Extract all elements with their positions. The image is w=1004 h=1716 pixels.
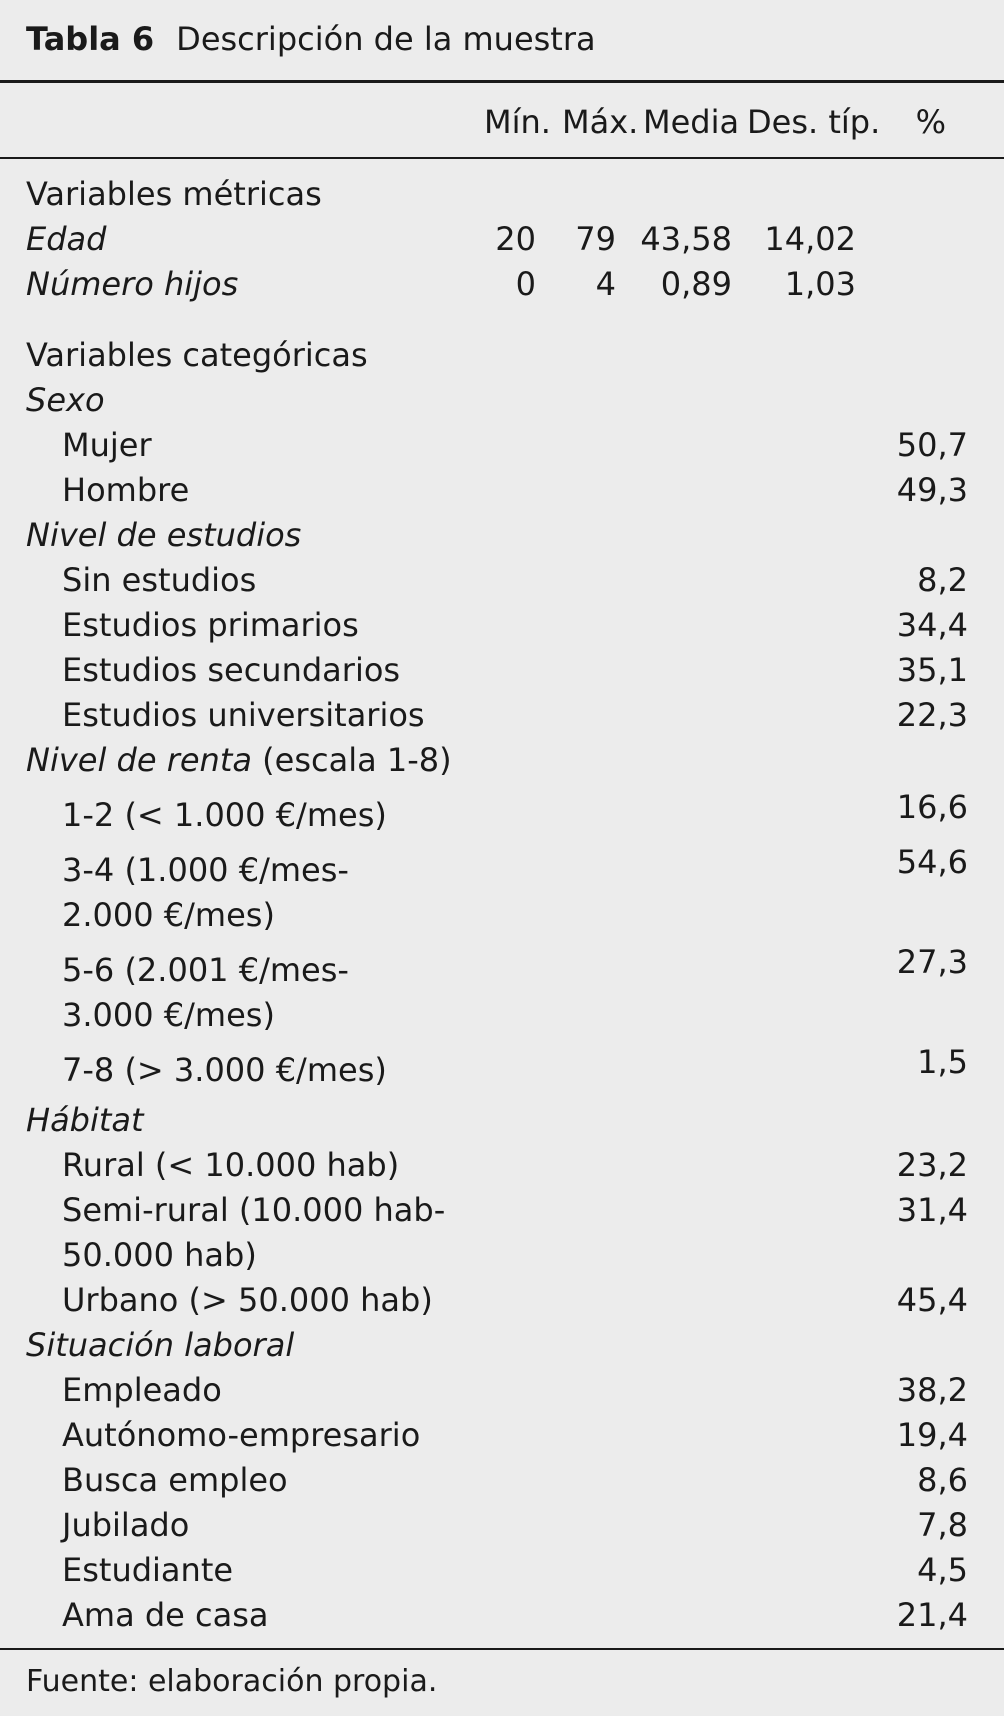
item-pct: 34,4 xyxy=(896,606,968,644)
item-label: Estudiante xyxy=(62,1551,234,1589)
item-label: 5-6 (2.001 €/mes- xyxy=(62,951,349,989)
group-label-habitat: Hábitat xyxy=(26,1101,144,1139)
item-pct: 54,6 xyxy=(896,843,968,881)
group-label-renta: Nivel de renta xyxy=(26,741,252,779)
table-title: Descripción de la muestra xyxy=(176,20,596,58)
item-pct: 7,8 xyxy=(917,1506,968,1544)
item-label: Busca empleo xyxy=(62,1461,288,1499)
item-label-cont: 2.000 €/mes) xyxy=(62,896,275,934)
item-pct: 8,6 xyxy=(917,1461,968,1499)
item-pct: 21,4 xyxy=(896,1596,968,1634)
item-pct: 22,3 xyxy=(896,696,968,734)
table-footer: Fuente: elaboración propia. xyxy=(26,1664,438,1699)
row-label-edad: Edad xyxy=(26,220,107,258)
item-pct: 27,3 xyxy=(896,943,968,981)
group-label-renta-line xyxy=(26,738,452,783)
table-caption xyxy=(26,16,596,62)
section-heading-metric: Variables métricas xyxy=(26,175,322,213)
top-rule xyxy=(0,80,1004,83)
item-label: Ama de casa xyxy=(62,1596,269,1634)
col-header-sd: Des. típ. xyxy=(747,103,881,141)
item-label-cont: 3.000 €/mes) xyxy=(62,996,275,1034)
item-pct: 4,5 xyxy=(917,1551,968,1589)
item-pct: 23,2 xyxy=(896,1146,968,1184)
item-pct: 19,4 xyxy=(896,1416,968,1454)
col-header-mean: Media xyxy=(643,103,740,141)
bottom-rule xyxy=(0,1648,1004,1650)
hijos-max: 4 xyxy=(595,265,616,303)
item-pct: 8,2 xyxy=(917,561,968,599)
header-rule xyxy=(0,157,1004,159)
item-label: 1-2 (< 1.000 €/mes) xyxy=(62,796,387,834)
item-label: Mujer xyxy=(62,426,152,464)
item-pct: 50,7 xyxy=(896,426,968,464)
item-label: Hombre xyxy=(62,471,190,509)
hijos-mean: 0,89 xyxy=(660,265,732,303)
item-label: Empleado xyxy=(62,1371,222,1409)
item-label: Jubilado xyxy=(62,1506,190,1544)
col-header-max: Máx. xyxy=(562,103,639,141)
edad-sd: 14,02 xyxy=(764,220,856,258)
group-note-renta: (escala 1-8) xyxy=(262,741,452,779)
group-label-estudios: Nivel de estudios xyxy=(26,516,302,554)
item-pct: 31,4 xyxy=(896,1191,968,1229)
item-label: Semi-rural (10.000 hab- xyxy=(62,1191,446,1229)
item-pct: 35,1 xyxy=(896,651,968,689)
hijos-sd: 1,03 xyxy=(784,265,856,303)
col-header-pct: % xyxy=(915,103,946,141)
item-label: Rural (< 10.000 hab) xyxy=(62,1146,400,1184)
row-label-numero-hijos: Número hijos xyxy=(26,265,239,303)
item-label: 7-8 (> 3.000 €/mes) xyxy=(62,1051,387,1089)
item-pct: 49,3 xyxy=(896,471,968,509)
item-pct: 16,6 xyxy=(896,788,968,826)
item-label: Estudios secundarios xyxy=(62,651,401,689)
hijos-min: 0 xyxy=(515,265,536,303)
edad-max: 79 xyxy=(575,220,616,258)
col-header-min: Mín. xyxy=(484,103,551,141)
group-label-sexo: Sexo xyxy=(26,381,105,419)
item-label: Estudios universitarios xyxy=(62,696,425,734)
item-label: Sin estudios xyxy=(62,561,257,599)
edad-mean: 43,58 xyxy=(640,220,732,258)
item-pct: 45,4 xyxy=(896,1281,968,1319)
edad-min: 20 xyxy=(495,220,536,258)
item-label: Urbano (> 50.000 hab) xyxy=(62,1281,433,1319)
item-label: Autónomo-empresario xyxy=(62,1416,421,1454)
item-label-cont: 50.000 hab) xyxy=(62,1236,257,1274)
group-label-laboral: Situación laboral xyxy=(26,1326,295,1364)
item-pct: 38,2 xyxy=(896,1371,968,1409)
item-pct: 1,5 xyxy=(917,1043,968,1081)
item-label: Estudios primarios xyxy=(62,606,359,644)
section-heading-categorical: Variables categóricas xyxy=(26,336,368,374)
table-label: Tabla 6 xyxy=(26,20,155,58)
item-label: 3-4 (1.000 €/mes- xyxy=(62,851,349,889)
